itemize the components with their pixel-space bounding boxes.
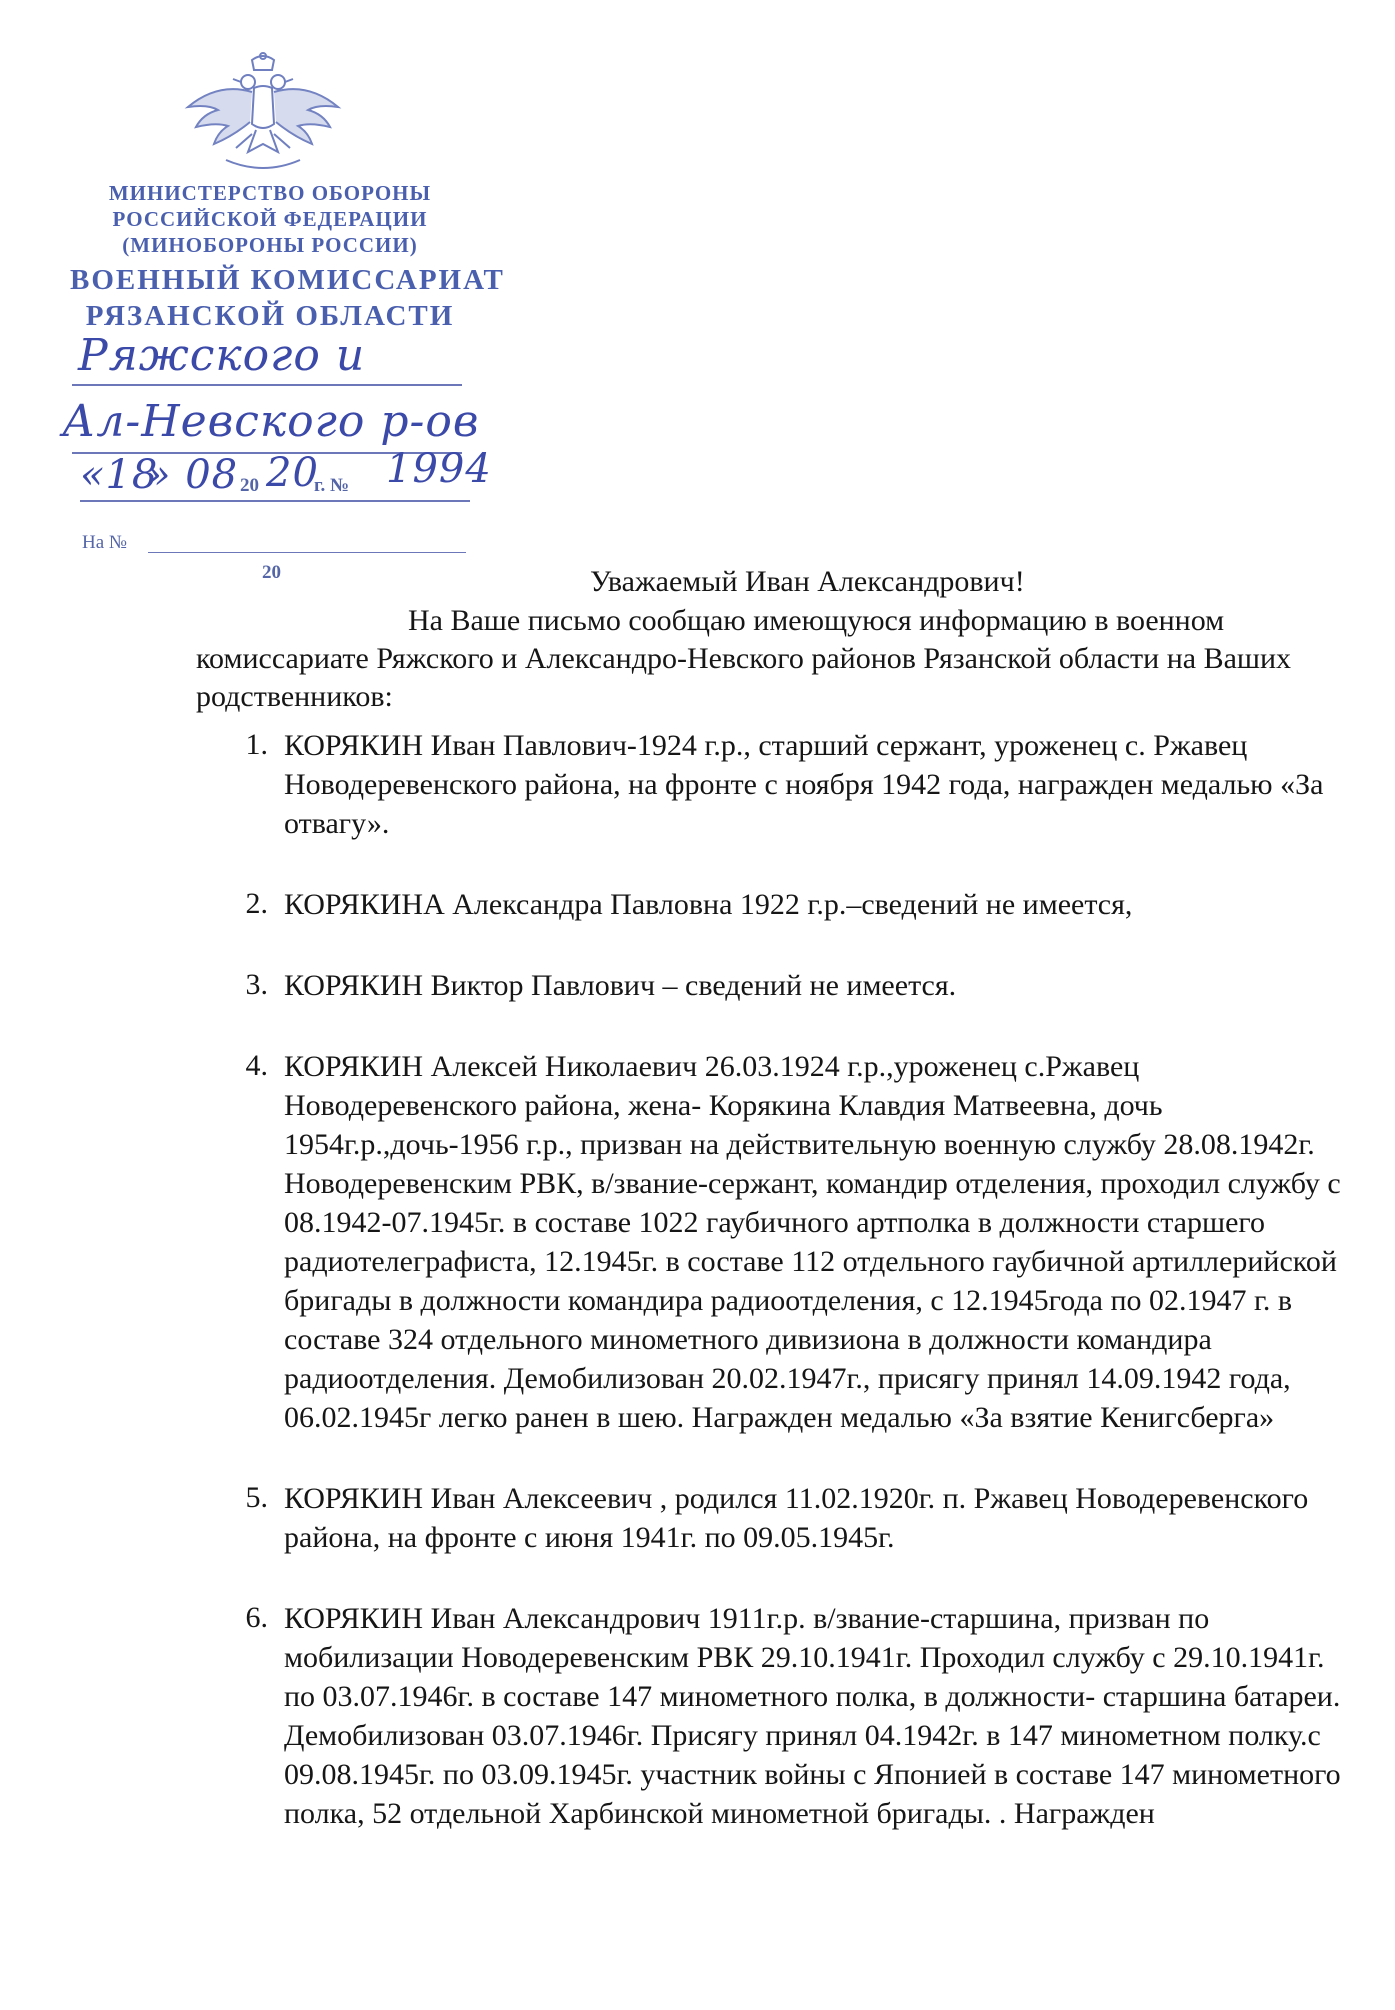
handwritten-date-day: «18 [80, 452, 159, 498]
ministry-stamp [0, 0, 520, 600]
list-item-number: 1. [245, 728, 268, 761]
stamp-year-prefix: 20 [240, 475, 259, 496]
list-item-number: 6. [245, 1601, 268, 1634]
relatives-list [0, 726, 1395, 1875]
list-item-number: 2. [245, 887, 268, 920]
stamp-underline-3 [80, 500, 470, 502]
list-item [0, 966, 1395, 1005]
handwritten-district-1: Ряжского и [78, 330, 366, 381]
letter-salutation: Уважаемый Иван Александрович! [590, 565, 1025, 598]
list-item [0, 1599, 1395, 1833]
list-item-text: КОРЯКИНА Александра Павловна 1922 г.р.–сведений не имеется, [284, 888, 1133, 921]
handwritten-district-2: Ал-Невского р-ов [62, 396, 480, 447]
stamp-reply-label: На № [82, 532, 128, 553]
list-item [0, 1047, 1395, 1437]
list-item [0, 1479, 1395, 1557]
stamp-short-name-line: (МИНОБОРОНЫ РОССИИ) [122, 233, 418, 257]
list-item [0, 726, 1395, 843]
letter-intro: На Ваше письмо сообщаю имеющуюся информацию в военном комиссариате Ряжского и Александро-Невского районов Рязанской области на Ваших родственников: [196, 604, 1292, 713]
list-item-number: 3. [245, 968, 268, 1001]
stamp-commissariat-line: ВОЕННЫЙ КОМИССАРИАТ [70, 264, 505, 296]
stamp-region-line: РЯЗАНСКОЙ ОБЛАСТИ [85, 300, 455, 332]
list-item-text: КОРЯКИН Иван Павлович-1924 г.р., старший сержант, уроженец с. Ржавец Новодеревенского района, на фронте с ноября 1942 года, награжден медалью «За отвагу». [284, 729, 1324, 840]
handwritten-number-value: 1994 [386, 446, 492, 492]
list-item-text: КОРЯКИН Иван Алексеевич , родился 11.02.1920г. п. Ржавец Новодеревенского района, на фронте с июня 1941г. по 09.05.1945г. [284, 1482, 1309, 1554]
list-item-text: КОРЯКИН Алексей Николаевич 26.03.1924 г.р.,уроженец с.Ржавец Новодеревенского района, жена- Корякина Клавдия Матвеевна, дочь 1954г.р.,дочь-1956 г.р., призван на действительную военную службу 28.08.1942г. Новодеревенским РВК, в/звание-сержант, командир отделения, проходил службу с 08.1942-07.1945г. в составе 1022 гаубичного артполка в должности старшего радиотелеграфиста, 12.1945г. в составе 112 отдельного гаубичной артиллерийской бригады в должности командира радиоотделения, с 12.1945года по 02.1947 г. в составе 324 отдельного минометного дивизиона в должности командира радиоотделения. Демобилизован 20.02.1947г., присягу принял 14.09.1942 года, 06.02.1945г легко ранен в шею. Награжден медалью «За взятие Кенигсберга» [284, 1050, 1341, 1434]
list-item-text: КОРЯКИН Виктор Павлович – сведений не имеется. [284, 969, 957, 1002]
handwritten-date-year: 20 [266, 450, 319, 496]
double-headed-eagle-icon [178, 52, 348, 177]
list-item-number: 5. [245, 1481, 268, 1514]
list-item-number: 4. [245, 1049, 268, 1082]
stamp-underline-1 [72, 384, 462, 386]
stamp-number-label: г. № [314, 475, 350, 496]
stamp-reply-underline [148, 552, 466, 553]
handwritten-date-month: » 08 [146, 452, 239, 498]
list-item [0, 885, 1395, 924]
list-item-text: КОРЯКИН Иван Александрович 1911г.р. в/звание-старшина, призван по мобилизации Новодеревенским РВК 29.10.1941г. Проходил службу с 29.10.1941г. по 03.07.1946г. в составе 147 минометного полка, в должности- старшина батареи. Демобилизован 03.07.1946г. Присягу принял 04.1942г. в 147 минометном полку.с 09.08.1945г. по 03.09.1945г. участник войны с Японией в составе 147 минометного полка, 52 отдельной Харбинской минометной бригады. . Награжден [284, 1602, 1341, 1830]
stamp-reply-year-prefix: 20 [262, 562, 281, 583]
stamp-federation-line: РОССИЙСКОЙ ФЕДЕРАЦИИ [112, 207, 428, 231]
stamp-ministry-line: МИНИСТЕРСТВО ОБОРОНЫ [108, 181, 432, 205]
